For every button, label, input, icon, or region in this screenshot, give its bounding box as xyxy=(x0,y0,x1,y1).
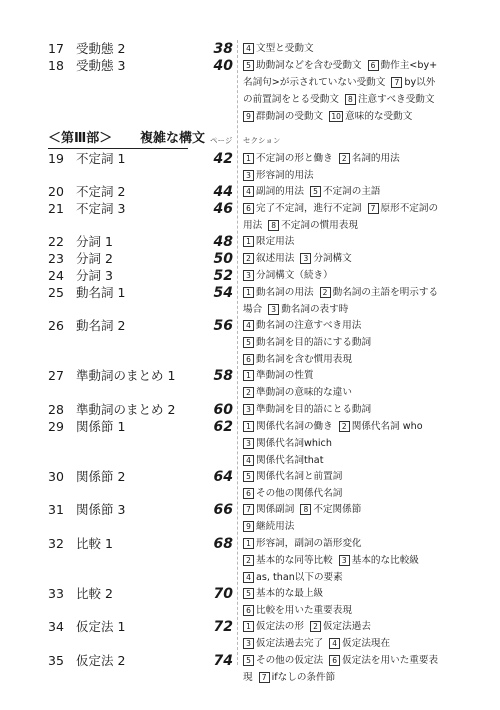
section-line xyxy=(243,57,453,74)
section-text: by以外 xyxy=(404,77,436,88)
chapter-number: 26 xyxy=(48,318,64,333)
section-item xyxy=(243,317,361,334)
section-text: 関係代名詞that xyxy=(256,455,324,466)
chapter-title: 関係節 2 xyxy=(76,469,126,484)
section-text: 準動詞の性質 xyxy=(256,370,314,381)
section-text: 動名詞を含む慣用表現 xyxy=(256,354,352,365)
chapter-page-number: 60 xyxy=(213,402,233,418)
section-line xyxy=(243,485,453,502)
section-list xyxy=(243,57,453,125)
section-line xyxy=(243,535,453,552)
chapter-page-number: 54 xyxy=(213,285,233,301)
section-item xyxy=(243,233,294,250)
part-subtitle: 複雑な構文 xyxy=(140,131,206,146)
page-column-header: ページ xyxy=(210,136,233,145)
chapter-number: 28 xyxy=(48,402,64,417)
section-number-badge: 1 xyxy=(243,370,254,381)
section-text: 動名詞の注意すべき用法 xyxy=(256,320,362,331)
section-text: 動名詞の表す時 xyxy=(281,304,349,315)
section-text: 準動詞の意味的な違い xyxy=(256,387,352,398)
section-line xyxy=(243,217,453,234)
section-item xyxy=(329,652,438,669)
section-item xyxy=(329,108,412,125)
section-number-badge: 1 xyxy=(243,421,254,432)
section-number-badge: 2 xyxy=(243,387,254,398)
chapter-title: 関係節 1 xyxy=(76,419,126,434)
section-text: 継続用法 xyxy=(256,521,295,532)
section-text: as, than以下の要素 xyxy=(256,572,343,583)
section-number-badge: 6 xyxy=(243,488,254,499)
section-text: 不定関係節 xyxy=(313,504,362,515)
section-item xyxy=(243,401,371,418)
section-line xyxy=(243,108,453,125)
section-item xyxy=(300,250,351,267)
section-line xyxy=(243,518,453,535)
chapter-page-number: 72 xyxy=(213,619,233,635)
section-number-badge: 9 xyxy=(243,521,254,532)
section-item xyxy=(243,418,333,435)
chapter-page-number: 52 xyxy=(213,268,233,284)
chapter-page-number: 42 xyxy=(213,151,233,167)
section-item xyxy=(368,200,439,217)
section-item xyxy=(329,635,390,652)
section-number-badge: 4 xyxy=(243,186,254,197)
chapter-number: 32 xyxy=(48,536,64,551)
chapter-page-number: 40 xyxy=(213,58,233,74)
section-text: 群動詞の受動文 xyxy=(256,111,324,122)
section-item xyxy=(268,301,348,318)
chapter-number: 21 xyxy=(48,201,64,216)
chapter-title: 分詞 1 xyxy=(76,234,113,249)
section-text: 関係代名詞と前置詞 xyxy=(256,471,343,482)
section-number-badge: 7 xyxy=(368,203,379,214)
section-line xyxy=(243,652,453,669)
chapter-title: 比較 2 xyxy=(76,586,113,601)
section-item xyxy=(243,351,352,368)
section-item xyxy=(268,217,358,234)
section-item xyxy=(310,618,371,635)
section-item xyxy=(243,91,339,108)
section-item xyxy=(310,183,381,200)
section-number-badge: 2 xyxy=(339,153,350,164)
chapter-title: 比較 1 xyxy=(76,536,113,551)
section-text: その他の関係代名詞 xyxy=(256,488,343,499)
section-text: 助動詞などを含む受動文 xyxy=(256,60,362,71)
section-item xyxy=(243,501,294,518)
section-item xyxy=(243,569,343,586)
section-item xyxy=(243,435,332,452)
section-list xyxy=(243,401,453,418)
section-number-badge: 1 xyxy=(243,538,254,549)
section-line xyxy=(243,183,453,200)
section-item xyxy=(300,501,361,518)
section-number-badge: 9 xyxy=(243,111,254,122)
section-text: 準動詞を目的語にとる動詞 xyxy=(256,404,372,415)
section-number-badge: 3 xyxy=(243,638,254,649)
section-text: 用法 xyxy=(243,220,263,231)
section-line xyxy=(243,569,453,586)
section-text: 関係副詞 xyxy=(256,504,295,515)
section-item xyxy=(243,250,294,267)
chapter-page-number: 68 xyxy=(213,536,233,552)
chapter-page-number: 70 xyxy=(213,586,233,602)
section-item xyxy=(243,167,314,184)
chapter-number: 29 xyxy=(48,419,64,434)
section-text: 分詞構文（続き） xyxy=(256,270,333,281)
section-text: 関係代名詞の働き xyxy=(256,421,333,432)
section-item xyxy=(243,635,323,652)
section-text: 叙述用法 xyxy=(256,253,295,264)
section-text: 原形不定詞の xyxy=(380,203,439,214)
section-line xyxy=(243,669,453,686)
section-item xyxy=(243,40,314,57)
section-line xyxy=(243,452,453,469)
section-item xyxy=(243,200,362,217)
section-number-badge: 2 xyxy=(310,621,321,632)
section-number-badge: 3 xyxy=(268,304,279,315)
section-item xyxy=(243,384,352,401)
section-line xyxy=(243,317,453,334)
chapter-title: 関係節 3 xyxy=(76,502,126,517)
section-line xyxy=(243,401,453,418)
section-line xyxy=(243,501,453,518)
section-number-badge: 8 xyxy=(300,504,311,515)
chapter-number: 23 xyxy=(48,251,64,266)
section-text: 関係代名詞 who xyxy=(351,421,423,432)
part-underline xyxy=(48,148,188,149)
section-item xyxy=(243,452,323,469)
section-line xyxy=(243,233,453,250)
section-item xyxy=(339,150,400,167)
section-text: 動名詞の用法 xyxy=(256,287,314,298)
section-text: 副詞的用法 xyxy=(256,186,304,197)
chapter-page-number: 58 xyxy=(213,368,233,384)
chapter-title: 受動態 3 xyxy=(76,58,126,73)
section-list xyxy=(243,317,453,368)
section-text: 比較を用いた重要表現 xyxy=(256,605,352,616)
section-number-badge: 3 xyxy=(339,555,350,566)
section-line xyxy=(243,468,453,485)
section-number-badge: 2 xyxy=(243,253,254,264)
section-line xyxy=(243,91,453,108)
section-line xyxy=(243,301,453,318)
chapter-title: 受動態 2 xyxy=(76,41,126,56)
section-text: 場合 xyxy=(243,304,263,315)
section-list xyxy=(243,501,453,535)
section-text: 基本的な比較級 xyxy=(351,555,419,566)
section-text: 動名詞の主語を明示する xyxy=(332,287,439,298)
section-line xyxy=(243,150,453,167)
section-number-badge: 5 xyxy=(243,337,254,348)
section-line xyxy=(243,200,453,217)
chapter-title: 不定詞 3 xyxy=(76,201,126,216)
section-number-badge: 2 xyxy=(320,287,331,298)
section-column-header: セクション xyxy=(243,136,281,145)
chapter-page-number: 56 xyxy=(213,318,233,334)
section-list xyxy=(243,40,453,57)
section-line xyxy=(243,384,453,401)
section-list xyxy=(243,468,453,502)
section-text: 形容詞的用法 xyxy=(256,170,314,181)
section-list xyxy=(243,618,453,652)
chapter-number: 25 xyxy=(48,285,64,300)
chapter-title: 不定詞 1 xyxy=(76,151,126,166)
section-text: その他の仮定法 xyxy=(256,655,324,666)
chapter-page-number: 50 xyxy=(213,251,233,267)
section-item xyxy=(243,57,362,74)
section-item xyxy=(243,108,323,125)
chapter-title: 動名詞 2 xyxy=(76,318,126,333)
section-list xyxy=(243,418,453,469)
section-list xyxy=(243,200,453,234)
section-number-badge: 6 xyxy=(243,605,254,616)
section-number-badge: 2 xyxy=(339,421,350,432)
section-number-badge: 3 xyxy=(300,253,311,264)
section-text: 基本的な最上級 xyxy=(256,588,324,599)
section-line xyxy=(243,267,453,284)
section-list xyxy=(243,535,453,586)
section-line xyxy=(243,602,453,619)
section-text: 仮定法を用いた重要表 xyxy=(342,655,439,666)
section-number-badge: 5 xyxy=(243,588,254,599)
section-item xyxy=(243,618,304,635)
chapter-number: 35 xyxy=(48,653,64,668)
section-line xyxy=(243,250,453,267)
section-number-badge: 8 xyxy=(268,220,279,231)
section-number-badge: 4 xyxy=(243,320,254,331)
chapter-title: 分詞 3 xyxy=(76,268,113,283)
section-line xyxy=(243,74,453,91)
section-text: 不定詞の慣用表現 xyxy=(281,220,358,231)
section-text: 意味的な受動文 xyxy=(345,111,413,122)
section-item xyxy=(259,669,336,686)
chapter-number: 22 xyxy=(48,234,64,249)
section-text: 完了不定詞，進行不定詞 xyxy=(256,203,362,214)
section-list xyxy=(243,150,453,184)
section-number-badge: 2 xyxy=(243,555,254,566)
chapter-title: 仮定法 2 xyxy=(76,653,126,668)
section-item xyxy=(243,217,262,234)
chapter-title: 不定詞 2 xyxy=(76,184,126,199)
section-item xyxy=(243,602,352,619)
section-number-badge: 4 xyxy=(329,638,340,649)
chapter-number: 24 xyxy=(48,268,64,283)
section-list xyxy=(243,183,453,200)
section-text: の前置詞をとる受動文 xyxy=(243,94,339,105)
chapter-number: 17 xyxy=(48,41,64,56)
section-text: 仮定法の形 xyxy=(256,621,304,632)
section-number-badge: 5 xyxy=(243,471,254,482)
section-text: 名詞句>が示されていない受動文 xyxy=(243,77,386,88)
section-text: 仮定法過去 xyxy=(322,621,371,632)
section-list xyxy=(243,250,453,267)
section-number-badge: 8 xyxy=(345,94,356,105)
chapter-page-number: 74 xyxy=(213,653,233,669)
section-number-badge: 4 xyxy=(243,43,254,54)
section-text: 関係代名詞which xyxy=(256,438,332,449)
section-line xyxy=(243,635,453,652)
section-number-badge: 3 xyxy=(243,404,254,415)
section-text: 動名詞を目的語にする動詞 xyxy=(256,337,372,348)
section-number-badge: 4 xyxy=(243,455,254,466)
section-line xyxy=(243,418,453,435)
section-line xyxy=(243,334,453,351)
section-number-badge: 1 xyxy=(243,621,254,632)
section-item xyxy=(243,284,314,301)
chapter-page-number: 46 xyxy=(213,201,233,217)
part-title: ＜第Ⅲ部＞ xyxy=(48,131,113,146)
chapter-number: 19 xyxy=(48,151,64,166)
chapter-number: 30 xyxy=(48,469,64,484)
section-item xyxy=(243,74,385,91)
section-line xyxy=(243,167,453,184)
section-number-badge: 7 xyxy=(243,504,254,515)
section-number-badge: 3 xyxy=(243,170,254,181)
chapter-number: 18 xyxy=(48,58,64,73)
section-line xyxy=(243,435,453,452)
section-line xyxy=(243,40,453,57)
section-text: 不定詞の主語 xyxy=(322,186,381,197)
section-item xyxy=(368,57,438,74)
section-list xyxy=(243,585,453,619)
section-number-badge: 7 xyxy=(391,77,402,88)
chapter-number: 34 xyxy=(48,619,64,634)
section-text: 仮定法現在 xyxy=(342,638,391,649)
section-text: 仮定法過去完了 xyxy=(256,638,324,649)
section-number-badge: 5 xyxy=(243,60,254,71)
section-item xyxy=(339,418,423,435)
section-number-badge: 6 xyxy=(243,203,254,214)
section-number-badge: 6 xyxy=(329,655,340,666)
section-number-badge: 7 xyxy=(259,672,270,683)
section-number-badge: 5 xyxy=(310,186,321,197)
chapter-page-number: 44 xyxy=(213,184,233,200)
section-text: 文型と受動文 xyxy=(256,43,314,54)
section-item xyxy=(243,552,333,569)
section-item xyxy=(243,267,333,284)
section-list xyxy=(243,367,453,401)
section-number-badge: 5 xyxy=(243,655,254,666)
section-text: 限定用法 xyxy=(256,236,295,247)
section-item xyxy=(243,585,323,602)
section-number-badge: 1 xyxy=(243,287,254,298)
section-text: 現 xyxy=(243,672,253,683)
section-item xyxy=(391,74,435,91)
chapter-page-number: 38 xyxy=(213,41,233,57)
chapter-title: 仮定法 1 xyxy=(76,619,126,634)
section-text: 形容詞，副詞の語形変化 xyxy=(256,538,362,549)
section-item xyxy=(243,652,323,669)
chapter-title: 準動詞のまとめ 1 xyxy=(76,368,176,383)
section-line xyxy=(243,585,453,602)
section-item xyxy=(243,535,362,552)
section-text: ifなしの条件節 xyxy=(271,672,336,683)
section-item xyxy=(320,284,439,301)
section-list xyxy=(243,267,453,284)
section-text: 動作主<by+ xyxy=(380,60,438,71)
section-line xyxy=(243,618,453,635)
chapter-page-number: 64 xyxy=(213,469,233,485)
section-number-badge: 1 xyxy=(243,153,254,164)
chapter-number: 31 xyxy=(48,502,64,517)
section-item xyxy=(243,518,294,535)
section-number-badge: 3 xyxy=(243,270,254,281)
chapter-number: 27 xyxy=(48,368,64,383)
section-item xyxy=(243,468,342,485)
section-text: 名詞的用法 xyxy=(351,153,400,164)
section-number-badge: 10 xyxy=(329,111,343,122)
section-number-badge: 4 xyxy=(243,572,254,583)
chapter-number: 33 xyxy=(48,586,64,601)
section-number-badge: 1 xyxy=(243,236,254,247)
section-line xyxy=(243,284,453,301)
section-number-badge: 3 xyxy=(243,438,254,449)
chapter-title: 動名詞 1 xyxy=(76,285,126,300)
section-line xyxy=(243,351,453,368)
section-list xyxy=(243,652,453,686)
section-line xyxy=(243,552,453,569)
section-number-badge: 6 xyxy=(368,60,379,71)
section-line xyxy=(243,367,453,384)
section-item xyxy=(243,485,342,502)
section-text: 基本的な同等比較 xyxy=(256,555,333,566)
section-item xyxy=(243,367,314,384)
section-item xyxy=(243,669,253,686)
chapter-number: 20 xyxy=(48,184,64,199)
section-item xyxy=(243,150,333,167)
section-item xyxy=(339,552,419,569)
section-item xyxy=(243,301,262,318)
chapter-page-number: 62 xyxy=(213,419,233,435)
section-number-badge: 6 xyxy=(243,354,254,365)
section-text: 不定詞の形と働き xyxy=(256,153,333,164)
chapter-page-number: 48 xyxy=(213,234,233,250)
chapter-title: 分詞 2 xyxy=(76,251,113,266)
section-item xyxy=(243,183,304,200)
section-text: 注意すべき受動文 xyxy=(357,94,435,105)
section-text: 分詞構文 xyxy=(313,253,352,264)
part-header xyxy=(48,129,448,149)
section-list xyxy=(243,284,453,318)
section-list xyxy=(243,233,453,250)
chapter-page-number: 66 xyxy=(213,502,233,518)
section-item xyxy=(345,91,435,108)
section-item xyxy=(243,334,371,351)
chapter-title: 準動詞のまとめ 2 xyxy=(76,402,176,417)
